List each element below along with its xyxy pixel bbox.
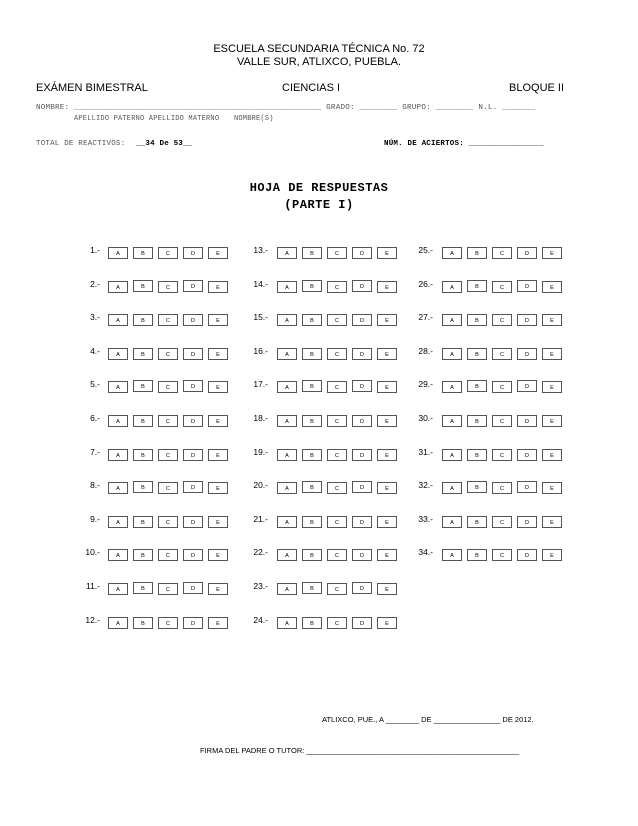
answer-option-box[interactable]: A <box>277 516 297 528</box>
answer-option-box[interactable]: B <box>133 617 153 629</box>
answer-option-box[interactable]: D <box>352 549 372 561</box>
answer-option-box[interactable]: A <box>108 482 128 494</box>
answer-option-box[interactable]: B <box>302 380 322 392</box>
answer-option-box[interactable]: C <box>492 449 512 461</box>
answer-option-box[interactable]: D <box>517 481 537 493</box>
answer-option-box[interactable]: E <box>542 247 562 259</box>
answer-option-box[interactable]: C <box>492 415 512 427</box>
answer-option-box[interactable]: E <box>208 516 228 528</box>
answer-option-box[interactable]: B <box>302 415 322 427</box>
answer-option-box[interactable]: C <box>492 381 512 393</box>
question-number: 17.- <box>253 379 268 389</box>
answer-option-box[interactable]: D <box>517 280 537 292</box>
answer-option-box[interactable]: C <box>327 516 347 528</box>
question-number: 4.- <box>90 346 100 356</box>
answer-option-box[interactable]: A <box>442 381 462 393</box>
question-number: 8.- <box>90 480 100 490</box>
correct-answers-field: NÚM. DE ACIERTOS: ________________ <box>384 140 544 148</box>
answer-option-box[interactable]: B <box>302 481 322 493</box>
answer-option-box[interactable]: D <box>183 380 203 392</box>
answer-option-box[interactable]: E <box>377 516 397 528</box>
question-number: 33.- <box>418 514 433 524</box>
answer-option-box[interactable]: E <box>377 281 397 293</box>
answer-option-box[interactable]: C <box>327 247 347 259</box>
answer-option-box[interactable]: A <box>442 348 462 360</box>
answer-option-box[interactable]: B <box>467 348 487 360</box>
question-number: 12.- <box>85 615 100 625</box>
question-number: 20.- <box>253 480 268 490</box>
answer-option-box[interactable]: D <box>183 280 203 292</box>
answer-option-box[interactable]: A <box>108 314 128 326</box>
answer-option-box[interactable]: E <box>542 348 562 360</box>
surname-sublabel: APELLIDO PATERNO APELLIDO MATERNO <box>74 115 220 123</box>
answer-option-box[interactable]: E <box>377 617 397 629</box>
answer-option-box[interactable]: A <box>277 482 297 494</box>
answer-option-box[interactable]: B <box>302 247 322 259</box>
answer-option-box[interactable]: E <box>208 617 228 629</box>
school-name: ESCUELA SECUNDARIA TÉCNICA No. 72 <box>213 43 425 55</box>
answer-option-box[interactable]: A <box>277 348 297 360</box>
answer-option-box[interactable]: A <box>108 348 128 360</box>
question-number: 25.- <box>418 245 433 255</box>
answer-option-box[interactable]: D <box>352 380 372 392</box>
answer-option-box[interactable]: E <box>377 415 397 427</box>
answer-option-box[interactable]: C <box>327 415 347 427</box>
answer-option-box[interactable]: C <box>327 549 347 561</box>
answer-option-box[interactable]: D <box>352 617 372 629</box>
exam-type: EXÁMEN BIMESTRAL <box>36 82 148 94</box>
answer-option-box[interactable]: B <box>133 348 153 360</box>
answer-option-box[interactable]: D <box>183 348 203 360</box>
answer-option-box[interactable]: C <box>492 281 512 293</box>
answer-option-box[interactable]: E <box>377 449 397 461</box>
answer-option-box[interactable]: C <box>492 348 512 360</box>
question-number: 2.- <box>90 279 100 289</box>
answer-option-box[interactable]: C <box>158 549 178 561</box>
question-number: 31.- <box>418 447 433 457</box>
answer-option-box[interactable]: B <box>467 516 487 528</box>
answer-option-box[interactable]: D <box>352 348 372 360</box>
question-number: 3.- <box>90 312 100 322</box>
answer-option-box[interactable]: E <box>542 549 562 561</box>
answer-option-box[interactable]: E <box>208 247 228 259</box>
answer-option-box[interactable]: D <box>183 449 203 461</box>
answer-option-box[interactable]: E <box>542 516 562 528</box>
answer-option-box[interactable]: D <box>517 449 537 461</box>
question-number: 19.- <box>253 447 268 457</box>
answer-option-box[interactable]: A <box>277 549 297 561</box>
question-number: 27.- <box>418 312 433 322</box>
answer-option-box[interactable]: B <box>133 481 153 493</box>
answer-option-box[interactable]: C <box>492 482 512 494</box>
answer-option-box[interactable]: C <box>158 482 178 494</box>
question-number: 7.- <box>90 447 100 457</box>
answer-option-box[interactable]: B <box>302 314 322 326</box>
answer-option-box[interactable]: D <box>183 481 203 493</box>
answer-option-box[interactable]: C <box>158 415 178 427</box>
answer-option-box[interactable]: A <box>442 314 462 326</box>
answer-option-box[interactable]: B <box>302 280 322 292</box>
answer-option-box[interactable]: C <box>492 516 512 528</box>
answer-option-box[interactable]: D <box>183 549 203 561</box>
answer-option-box[interactable]: B <box>467 380 487 392</box>
answer-option-box[interactable]: D <box>517 314 537 326</box>
answer-option-box[interactable]: D <box>352 516 372 528</box>
answer-option-box[interactable]: B <box>133 582 153 594</box>
answer-option-box[interactable]: B <box>467 415 487 427</box>
answer-option-box[interactable]: D <box>517 380 537 392</box>
question-number: 29.- <box>418 379 433 389</box>
answer-option-box[interactable]: C <box>158 281 178 293</box>
answer-option-box[interactable]: B <box>302 617 322 629</box>
answer-option-box[interactable]: E <box>208 549 228 561</box>
answer-option-box[interactable]: A <box>277 247 297 259</box>
answer-option-box[interactable]: B <box>302 549 322 561</box>
answer-option-box[interactable]: E <box>208 381 228 393</box>
answer-option-box[interactable]: A <box>108 617 128 629</box>
answer-option-box[interactable]: C <box>327 482 347 494</box>
answer-option-box[interactable]: A <box>277 583 297 595</box>
total-items-label: TOTAL DE REACTIVOS: <box>36 140 126 148</box>
guardian-signature-line: FIRMA DEL PADRE O TUTOR: ___________________________________________________ <box>200 746 520 755</box>
question-number: 32.- <box>418 480 433 490</box>
answer-option-box[interactable]: E <box>377 482 397 494</box>
answer-option-box[interactable]: D <box>183 247 203 259</box>
answer-option-box[interactable]: A <box>442 449 462 461</box>
place-date-line: ATLIXCO, PUE., A ________ DE ________________ DE 2012. <box>322 715 534 724</box>
question-number: 21.- <box>253 514 268 524</box>
answer-option-box[interactable]: E <box>377 314 397 326</box>
answer-option-box[interactable]: E <box>208 482 228 494</box>
answer-option-box[interactable]: E <box>542 381 562 393</box>
answer-option-box[interactable]: C <box>327 583 347 595</box>
answer-option-box[interactable]: A <box>108 381 128 393</box>
question-number: 23.- <box>253 581 268 591</box>
answer-option-box[interactable]: C <box>158 516 178 528</box>
answer-option-box[interactable]: C <box>327 449 347 461</box>
answer-option-box[interactable]: D <box>183 314 203 326</box>
answer-option-box[interactable]: B <box>302 582 322 594</box>
answer-option-box[interactable]: E <box>377 348 397 360</box>
question-number: 1.- <box>90 245 100 255</box>
question-number: 6.- <box>90 413 100 423</box>
answer-option-box[interactable]: A <box>277 415 297 427</box>
answer-option-box[interactable]: B <box>133 280 153 292</box>
answer-option-box[interactable]: B <box>133 380 153 392</box>
total-items-value: __34 De 53__ <box>136 140 193 148</box>
question-number: 24.- <box>253 615 268 625</box>
answer-option-box[interactable]: B <box>302 449 322 461</box>
student-info-line: NOMBRE: ____________________________________________________ GRADO: ________ GRUPO: ________ N.L. _______ <box>36 104 536 112</box>
answer-option-box[interactable]: B <box>302 348 322 360</box>
answer-option-box[interactable]: D <box>352 415 372 427</box>
answer-option-box[interactable]: B <box>133 247 153 259</box>
answer-option-box[interactable]: D <box>517 247 537 259</box>
question-number: 30.- <box>418 413 433 423</box>
question-number: 13.- <box>253 245 268 255</box>
answer-option-box[interactable]: A <box>277 617 297 629</box>
given-name-sublabel: NOMBRE(S) <box>234 115 274 123</box>
answer-option-box[interactable]: A <box>277 281 297 293</box>
answer-option-box[interactable]: B <box>133 549 153 561</box>
answer-option-box[interactable]: B <box>467 481 487 493</box>
answer-option-box[interactable]: A <box>442 415 462 427</box>
answer-option-box[interactable]: C <box>158 583 178 595</box>
answer-option-box[interactable]: E <box>208 281 228 293</box>
question-number: 14.- <box>253 279 268 289</box>
answer-option-box[interactable]: A <box>108 247 128 259</box>
answer-option-box[interactable]: A <box>442 549 462 561</box>
question-number: 11.- <box>85 581 100 591</box>
answer-option-box[interactable]: E <box>208 583 228 595</box>
answer-option-box[interactable]: A <box>442 516 462 528</box>
answer-option-box[interactable]: B <box>133 314 153 326</box>
question-number: 18.- <box>253 413 268 423</box>
answer-option-box[interactable]: E <box>377 583 397 595</box>
question-number: 28.- <box>418 346 433 356</box>
answer-option-box[interactable]: B <box>133 516 153 528</box>
answer-option-box[interactable]: D <box>352 247 372 259</box>
answer-option-box[interactable]: D <box>517 549 537 561</box>
question-number: 26.- <box>418 279 433 289</box>
answer-option-box[interactable]: E <box>377 247 397 259</box>
question-number: 22.- <box>253 547 268 557</box>
answer-option-box[interactable]: C <box>158 247 178 259</box>
question-number: 5.- <box>90 379 100 389</box>
school-location: VALLE SUR, ATLIXCO, PUEBLA. <box>236 56 402 68</box>
answer-option-box[interactable]: B <box>467 549 487 561</box>
answer-option-box[interactable]: E <box>208 348 228 360</box>
answer-option-box[interactable]: D <box>352 582 372 594</box>
answer-option-box[interactable]: D <box>183 617 203 629</box>
answer-option-box[interactable]: C <box>492 314 512 326</box>
answer-option-box[interactable]: C <box>492 247 512 259</box>
answer-option-box[interactable]: C <box>158 617 178 629</box>
answer-option-box[interactable]: D <box>183 516 203 528</box>
question-number: 16.- <box>253 346 268 356</box>
answer-option-box[interactable]: C <box>158 348 178 360</box>
subject: CIENCIAS I <box>282 82 341 94</box>
answer-option-box[interactable]: E <box>377 549 397 561</box>
answer-option-box[interactable]: E <box>542 449 562 461</box>
answer-option-box[interactable]: C <box>327 617 347 629</box>
answer-option-box[interactable]: A <box>442 482 462 494</box>
answer-option-box[interactable]: B <box>133 415 153 427</box>
answer-option-box[interactable]: D <box>352 280 372 292</box>
answer-option-box[interactable]: C <box>158 314 178 326</box>
block-label: BLOQUE II <box>509 82 565 94</box>
answer-option-box[interactable]: E <box>542 482 562 494</box>
answer-option-box[interactable]: E <box>377 381 397 393</box>
answer-option-box[interactable]: D <box>183 582 203 594</box>
answer-option-box[interactable]: E <box>542 314 562 326</box>
question-number: 34.- <box>418 547 433 557</box>
answer-option-box[interactable]: B <box>467 449 487 461</box>
question-number: 9.- <box>90 514 100 524</box>
answer-option-box[interactable]: A <box>277 381 297 393</box>
answer-option-box[interactable]: E <box>542 415 562 427</box>
answer-option-box[interactable]: A <box>108 415 128 427</box>
answer-option-box[interactable]: A <box>108 516 128 528</box>
answer-option-box[interactable]: C <box>327 348 347 360</box>
answer-option-box[interactable]: E <box>208 314 228 326</box>
answer-option-box[interactable]: B <box>467 314 487 326</box>
answer-option-box[interactable]: A <box>442 281 462 293</box>
answer-option-box[interactable]: A <box>108 449 128 461</box>
answer-option-box[interactable]: A <box>277 314 297 326</box>
answer-option-box[interactable]: C <box>158 449 178 461</box>
answer-option-box[interactable]: B <box>467 280 487 292</box>
question-number: 15.- <box>253 312 268 322</box>
answer-option-box[interactable]: D <box>517 348 537 360</box>
answer-option-box[interactable]: A <box>108 583 128 595</box>
answer-option-box[interactable]: D <box>517 415 537 427</box>
answer-option-box[interactable]: A <box>108 549 128 561</box>
answer-option-box[interactable]: E <box>208 415 228 427</box>
answer-option-box[interactable]: C <box>158 381 178 393</box>
answer-option-box[interactable]: A <box>442 247 462 259</box>
answer-option-box[interactable]: D <box>352 481 372 493</box>
question-number: 10.- <box>85 547 100 557</box>
answer-option-box[interactable]: B <box>302 516 322 528</box>
answer-option-box[interactable]: A <box>108 281 128 293</box>
answer-option-box[interactable]: D <box>352 449 372 461</box>
sheet-subtitle: (PARTE I) <box>284 198 354 212</box>
answer-option-box[interactable]: E <box>208 449 228 461</box>
answer-option-box[interactable]: D <box>183 415 203 427</box>
answer-option-box[interactable]: D <box>352 314 372 326</box>
answer-option-box[interactable]: E <box>542 281 562 293</box>
sheet-title: HOJA DE RESPUESTAS <box>249 181 389 195</box>
answer-option-box[interactable]: D <box>517 516 537 528</box>
answer-option-box[interactable]: C <box>327 314 347 326</box>
answer-option-box[interactable]: B <box>133 449 153 461</box>
answer-option-box[interactable]: C <box>492 549 512 561</box>
answer-option-box[interactable]: B <box>467 247 487 259</box>
answer-option-box[interactable]: C <box>327 381 347 393</box>
answer-option-box[interactable]: C <box>327 281 347 293</box>
answer-option-box[interactable]: A <box>277 449 297 461</box>
